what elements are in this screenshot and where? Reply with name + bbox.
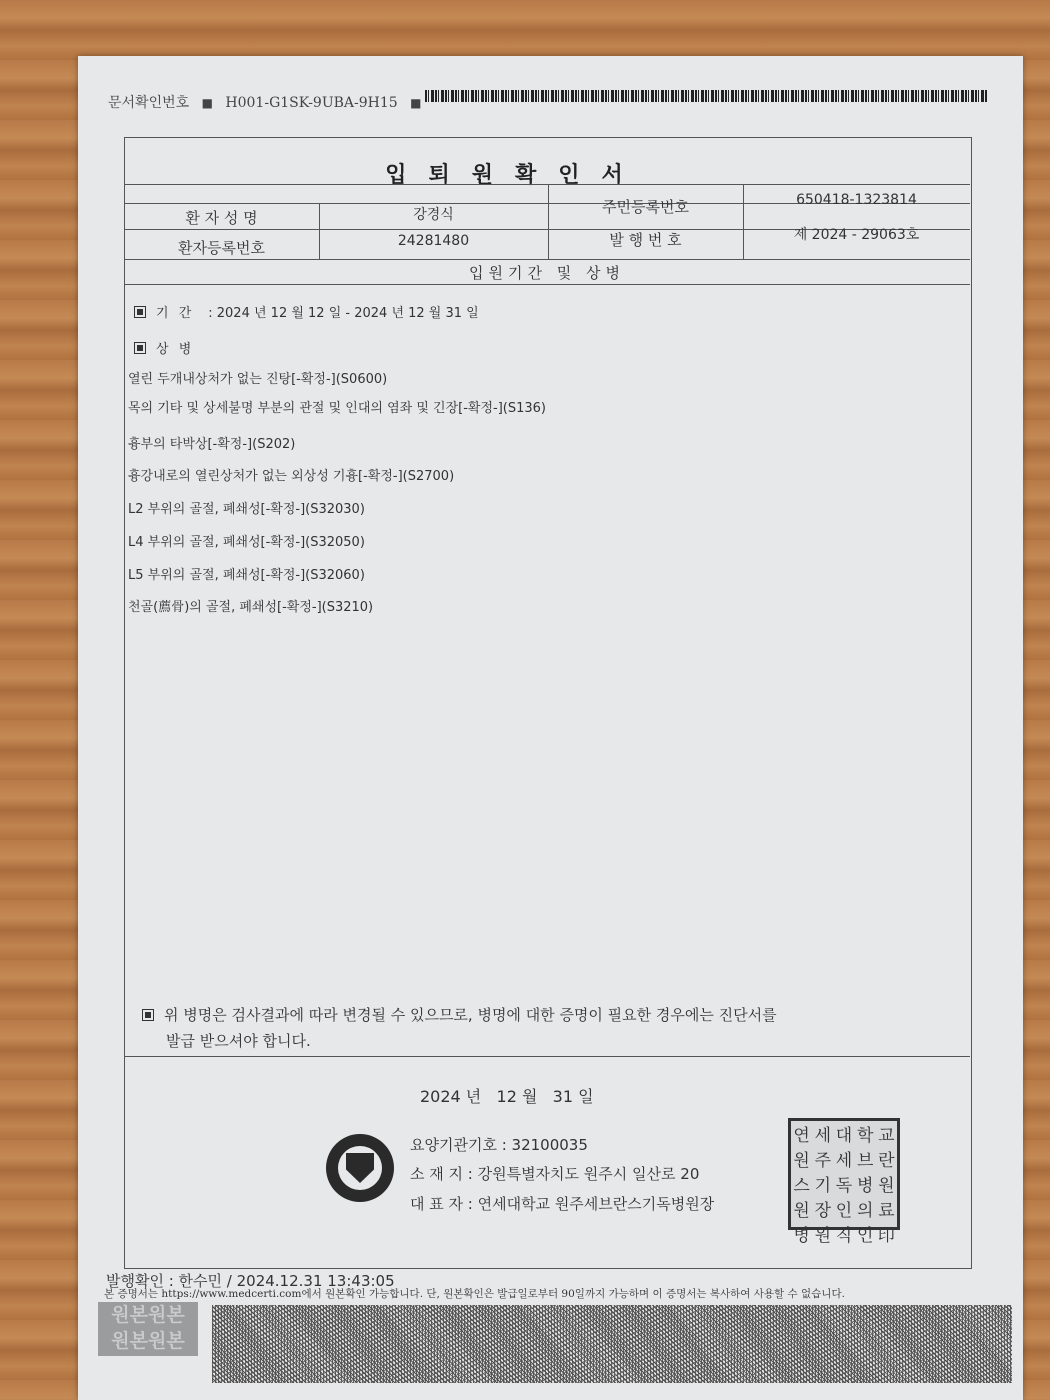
doc-check-row <box>108 92 421 112</box>
issue-label: 발 행 번 호 <box>609 231 682 249</box>
rrn-label: 주민등록번호 <box>602 198 689 216</box>
barcode <box>425 90 987 102</box>
diagnosis-item: 흉부의 타박상[-확정-](S202) <box>128 437 296 452</box>
issued-by: 발행확인 : 한수민 / 2024.12.31 13:43:05 <box>106 1272 395 1290</box>
institution-code: 요양기관기호 : 32100035 <box>410 1136 588 1154</box>
period-row <box>134 302 479 321</box>
security-pattern <box>212 1305 1012 1383</box>
diagnosis-item: 목의 기타 및 상세불명 부분의 관절 및 인대의 염좌 및 긴장[-확정-](S136) <box>128 401 547 416</box>
notice-line1: 위 병명은 검사결과에 따라 변경될 수 있으므로, 병명에 대한 증명이 필요한 경우에는 진단서를 <box>164 1006 777 1024</box>
period-label: 기 간 <box>156 306 195 321</box>
disease-row <box>134 338 194 357</box>
patient-name-value: 강경식 <box>413 207 454 223</box>
diagnosis-item: 천골(薦骨)의 골절, 폐쇄성[-확정-](S3210) <box>128 600 374 615</box>
original-watermark: 원본원본 원본원본 <box>98 1302 198 1356</box>
notice-line2: 발급 받으셔야 합니다. <box>166 1032 311 1050</box>
document-title: 입퇴원확인서 <box>385 163 645 188</box>
divider <box>124 284 970 285</box>
divider <box>124 184 970 185</box>
checkbox-icon <box>142 1009 154 1021</box>
doc-check-label: 문서확인번호 <box>108 95 190 111</box>
diagnosis-item: L4 부위의 골절, 폐쇄성[-확정-](S32050) <box>128 535 365 550</box>
diagnosis-item: 열린 두개내상처가 없는 진탕[-확정-](S0600) <box>128 372 388 387</box>
disease-label: 상 병 <box>156 342 195 357</box>
rrn-value: 650418-1323814 <box>796 192 917 208</box>
diagnosis-item: 흉강내로의 열린상처가 없는 외상성 기흉[-확정-](S2700) <box>128 469 455 484</box>
institution-representative: 대 표 자 : 연세대학교 원주세브란스기독병원장 <box>410 1195 715 1213</box>
checkbox-icon <box>134 306 146 318</box>
institution-address: 소 재 지 : 강원특별자치도 원주시 일산로 20 <box>410 1165 700 1183</box>
notice <box>142 1002 777 1054</box>
period-value: : 2024 년 12 월 12 일 - 2024 년 12 월 31 일 <box>208 306 479 321</box>
checkbox-icon <box>134 342 146 354</box>
patient-name-label: 환 자 성 명 <box>185 209 258 227</box>
square-icon: ■ <box>410 96 422 110</box>
reg-label: 환자등록번호 <box>178 239 265 257</box>
official-stamp: 연 세 대 학 교 원 주 세 브 란 스 기 독 병 원 원 장 인 의 료 병 원 직 인 印 <box>788 1118 900 1230</box>
section-title: 입원기간 및 상병 <box>469 264 625 282</box>
divider <box>124 1056 970 1057</box>
issue-date: 2024 년 12 월 31 일 <box>420 1087 594 1106</box>
divider <box>124 259 970 260</box>
doc-check-number: H001-G1SK-9UBA-9H15 <box>225 95 398 111</box>
issue-value: 제 2024 - 29063호 <box>793 227 920 243</box>
university-emblem <box>326 1134 394 1202</box>
reg-value: 24281480 <box>397 233 470 249</box>
diagnosis-item: L5 부위의 골절, 폐쇄성[-확정-](S32060) <box>128 568 365 583</box>
diagnosis-item: L2 부위의 골절, 폐쇄성[-확정-](S32030) <box>128 502 365 517</box>
square-icon: ■ <box>201 96 213 110</box>
footer-note: 본 증명서는 https://www.medcerti.com에서 원본확인 가능합니다. 단, 원본확인은 발급일로부터 90일까지 가능하며 이 증명서는 복사하여 사용할 수 없습니다. <box>104 1288 845 1300</box>
